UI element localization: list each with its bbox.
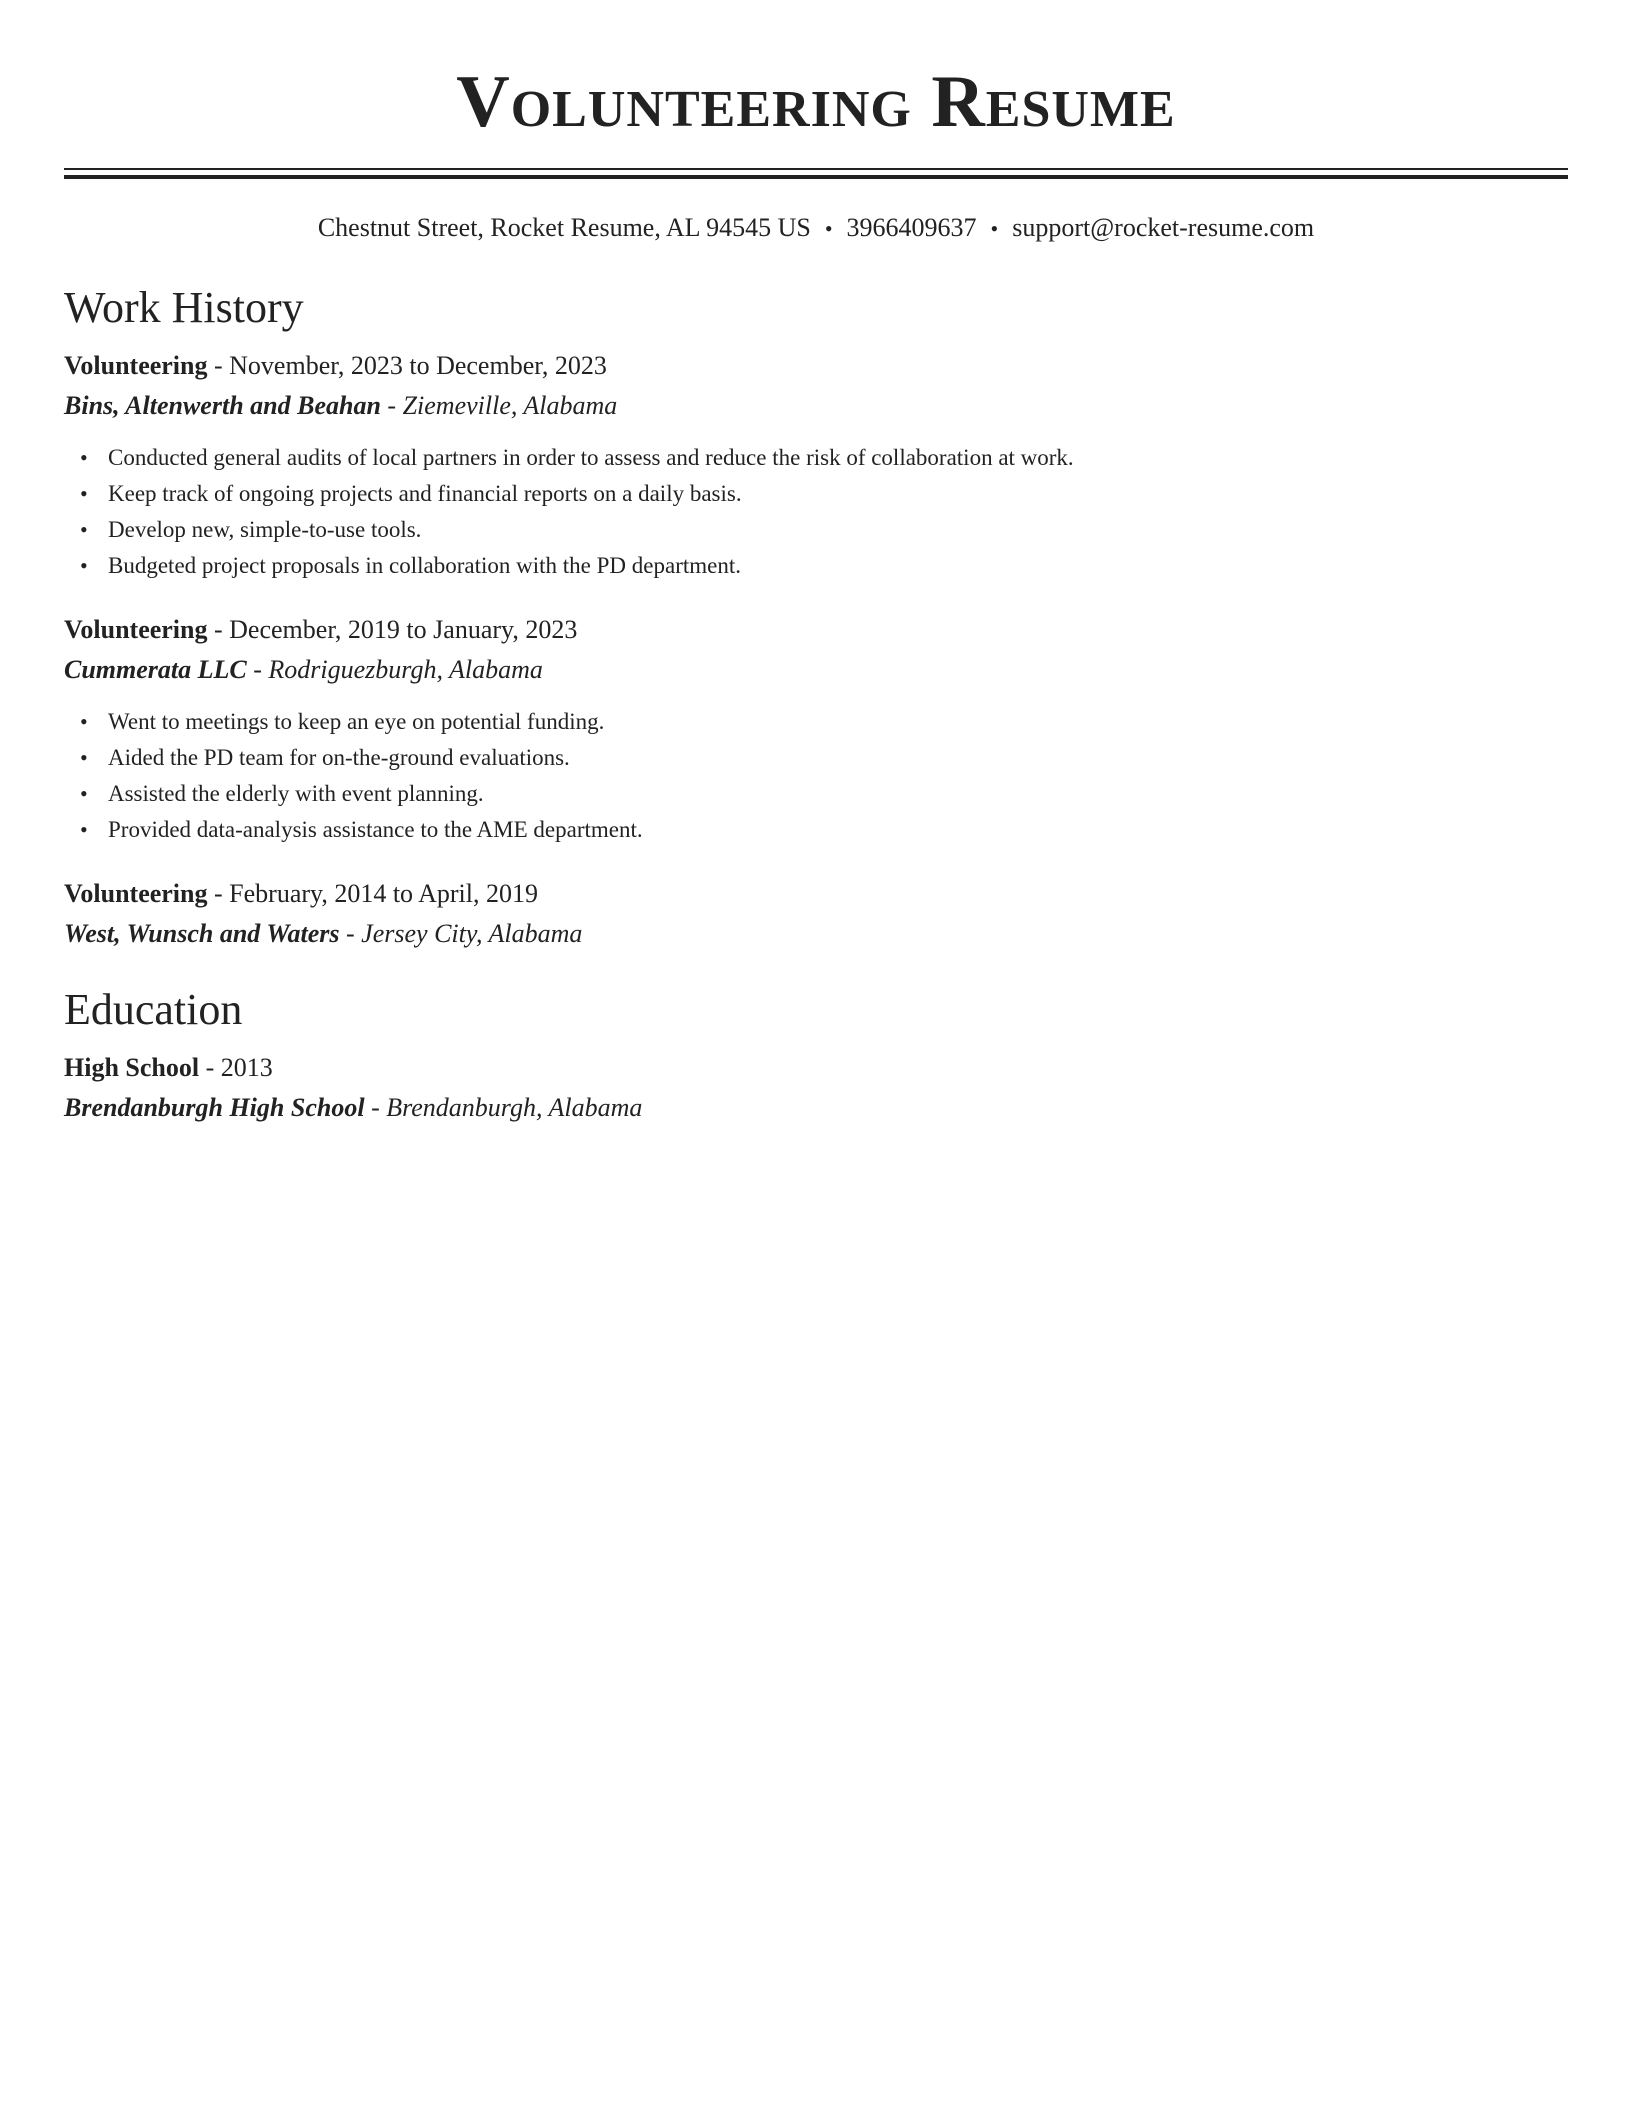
work-bullet: • Went to meetings to keep an eye on potential funding. [108, 704, 1568, 740]
work-entry-title [64, 346, 1568, 386]
education-entry-school [64, 1088, 1568, 1128]
work-bullet: • Aided the PD team for on-the-ground evaluations. [108, 740, 1568, 776]
work-bullet: • Assisted the elderly with event planning. [108, 776, 1568, 812]
work-entry-org [64, 650, 1568, 690]
education-location: - Brendanburgh, Alabama [364, 1093, 643, 1122]
contact-phone: 3966409637 [846, 213, 977, 242]
work-dates: - December, 2019 to January, 2023 [207, 615, 578, 644]
work-dates: - February, 2014 to April, 2019 [207, 879, 538, 908]
education-heading: Education [64, 985, 243, 1034]
education-entry [64, 1048, 1568, 1128]
work-organization: West, Wunsch and Waters [64, 919, 340, 948]
work-entry-org [64, 386, 1568, 426]
work-entry [64, 346, 1568, 584]
work-role: Volunteering [64, 351, 208, 380]
work-location: - Ziemeville, Alabama [380, 391, 618, 420]
work-entry [64, 610, 1568, 848]
work-entry-title [64, 610, 1568, 650]
work-bullet: • Develop new, simple-to-use tools. [108, 512, 1568, 548]
contact-address: Chestnut Street, Rocket Resume, AL 94545 US [317, 213, 811, 242]
education-degree: High School [64, 1053, 200, 1082]
work-entry-title [64, 874, 1568, 914]
contact-email: support@rocket-resume.com [1012, 213, 1315, 242]
work-bullet: • Provided data-analysis assistance to the AME department. [108, 812, 1568, 848]
work-bullet: • Keep track of ongoing projects and financial reports on a daily basis. [108, 476, 1568, 512]
work-role: Volunteering [64, 879, 208, 908]
work-bullet-list [64, 704, 1568, 848]
work-history-heading: Work History [64, 283, 304, 332]
contact-line [64, 212, 1568, 245]
work-organization: Cummerata LLC [64, 655, 247, 684]
education-school: Brendanburgh High School [64, 1093, 365, 1122]
work-bullet-list [64, 440, 1568, 584]
title-divider [64, 168, 1568, 179]
contact-separator: • [824, 216, 833, 241]
education-year: - 2013 [199, 1053, 273, 1082]
resume-title: Volunteering Resume [456, 61, 1176, 143]
work-role: Volunteering [64, 615, 208, 644]
work-dates: - November, 2023 to December, 2023 [207, 351, 607, 380]
work-entry [64, 874, 1568, 954]
work-location: - Jersey City, Alabama [339, 919, 583, 948]
contact-separator: • [990, 216, 999, 241]
work-location: - Rodriguezburgh, Alabama [246, 655, 543, 684]
work-entry-org [64, 914, 1568, 954]
work-organization: Bins, Altenwerth and Beahan [64, 391, 381, 420]
work-bullet: • Budgeted project proposals in collaboration with the PD department. [108, 548, 1568, 584]
education-entry-title [64, 1048, 1568, 1088]
work-bullet: • Conducted general audits of local partners in order to assess and reduce the risk of collaboration at work. [108, 440, 1568, 476]
